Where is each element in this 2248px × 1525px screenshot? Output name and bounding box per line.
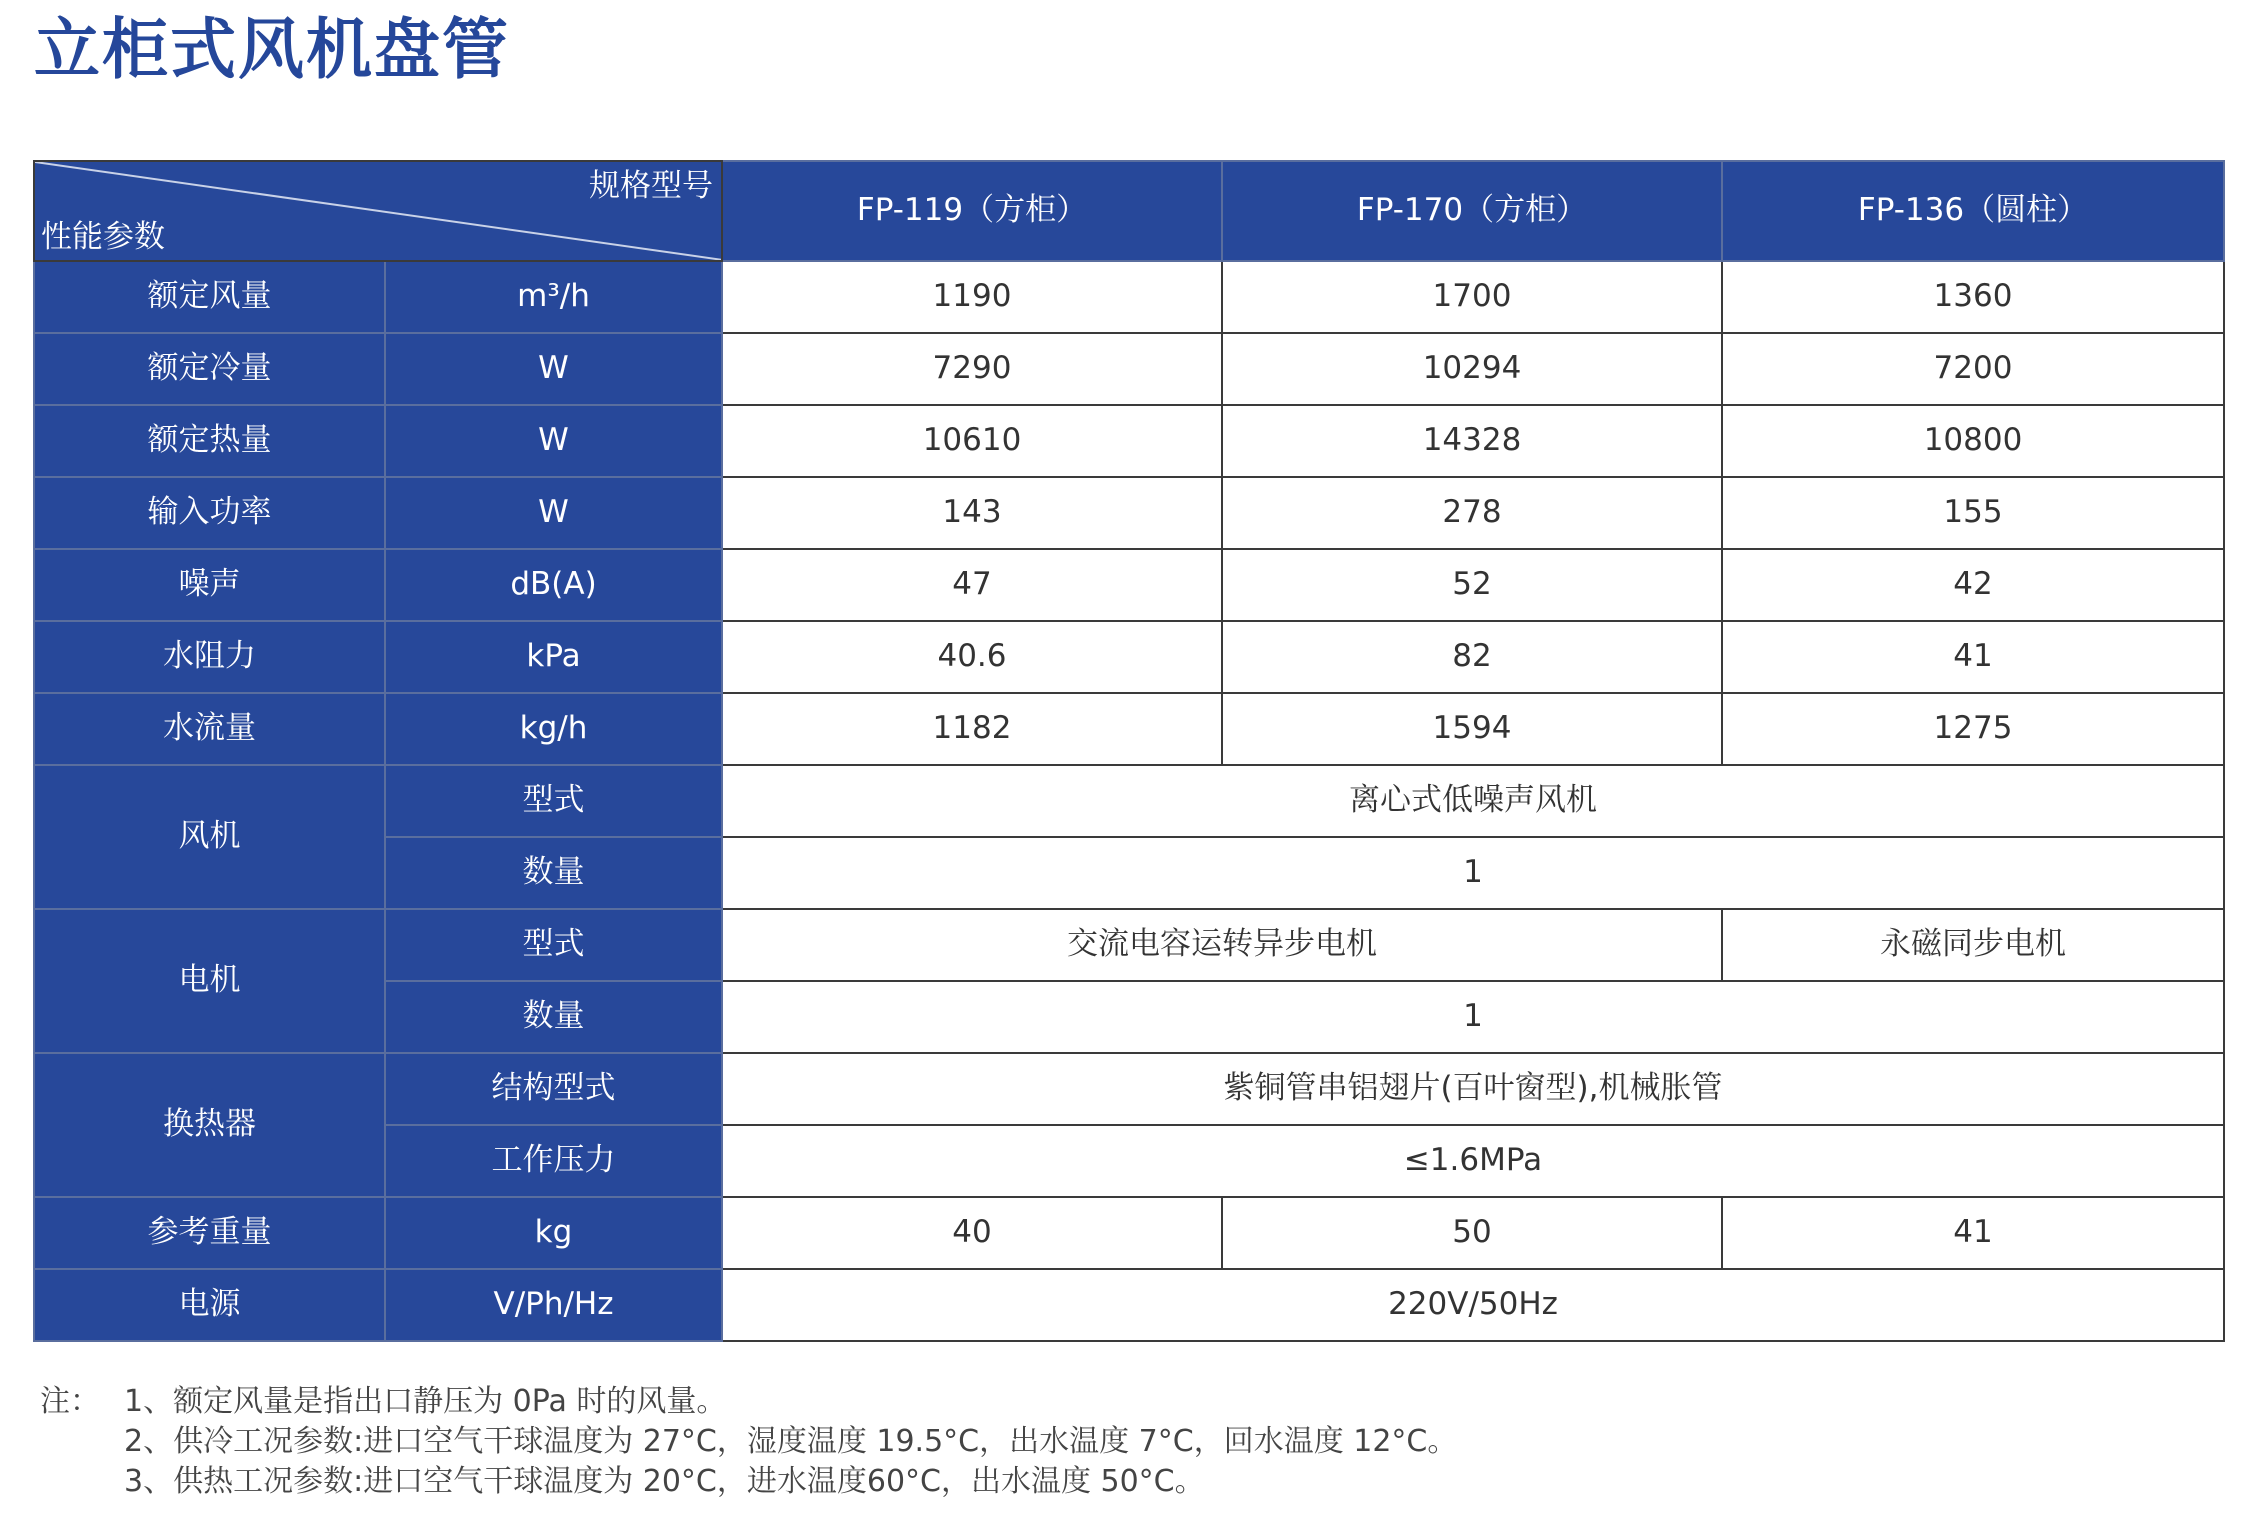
table-row — [34, 477, 2224, 549]
value-cell: 82 — [1222, 621, 1722, 693]
param-label: 额定热量 — [34, 405, 385, 477]
unit-label: kg — [385, 1197, 722, 1269]
corner-label-spec: 规格型号 — [589, 168, 713, 204]
merged-value-cell: 1 — [722, 981, 2224, 1053]
table-row — [34, 693, 2224, 765]
value-cell: 52 — [1222, 549, 1722, 621]
sub-label: 结构型式 — [385, 1053, 722, 1125]
table-row — [34, 549, 2224, 621]
value-cell: 7290 — [722, 333, 1222, 405]
param-label-motor: 电机 — [34, 909, 385, 1053]
merged-value-cell: 紫铜管串铝翅片(百叶窗型),机械胀管 — [722, 1053, 2224, 1125]
param-label: 水流量 — [34, 693, 385, 765]
unit-label: W — [385, 333, 722, 405]
sub-label: 数量 — [385, 981, 722, 1053]
merged-value-cell: 220V/50Hz — [722, 1269, 2224, 1341]
unit-label: W — [385, 405, 722, 477]
table-row — [34, 261, 2224, 333]
sub-label: 数量 — [385, 837, 722, 909]
table-row — [34, 621, 2224, 693]
sub-label: 型式 — [385, 765, 722, 837]
merged-value-cell: 交流电容运转异步电机 — [722, 909, 1722, 981]
note-item — [40, 1462, 1457, 1502]
value-cell: 1360 — [1722, 261, 2224, 333]
merged-value-cell: 离心式低噪声风机 — [722, 765, 2224, 837]
unit-label: kPa — [385, 621, 722, 693]
table-row-exchanger-struct — [34, 1053, 2224, 1125]
table-row-weight — [34, 1197, 2224, 1269]
value-cell: 47 — [722, 549, 1222, 621]
value-cell: 41 — [1722, 1197, 2224, 1269]
value-cell: 1182 — [722, 693, 1222, 765]
table-row-fan-type — [34, 765, 2224, 837]
unit-label: kg/h — [385, 693, 722, 765]
value-cell: 143 — [722, 477, 1222, 549]
value-cell: 1594 — [1222, 693, 1722, 765]
param-label: 额定风量 — [34, 261, 385, 333]
merged-value-cell: 1 — [722, 837, 2224, 909]
note-text: 2、供冷工况参数:进口空气干球温度为 27°C，湿度温度 19.5°C，出水温度 7°C，回水温度 12°C。 — [124, 1424, 1458, 1459]
model-header-3: FP-136（圆柱） — [1722, 161, 2224, 261]
value-cell: 1700 — [1222, 261, 1722, 333]
value-cell: 1275 — [1722, 693, 2224, 765]
value-cell: 7200 — [1722, 333, 2224, 405]
sub-label: 工作压力 — [385, 1125, 722, 1197]
unit-label: W — [385, 477, 722, 549]
note-text: 1、额定风量是指出口静压为 0Pa 时的风量。 — [124, 1384, 727, 1419]
value-cell: 14328 — [1222, 405, 1722, 477]
value-cell: 50 — [1222, 1197, 1722, 1269]
table-header-row — [34, 161, 2224, 261]
value-cell: 1190 — [722, 261, 1222, 333]
value-cell: 40 — [722, 1197, 1222, 1269]
param-label: 额定冷量 — [34, 333, 385, 405]
notes-label: 注： — [40, 1384, 100, 1419]
value-cell: 40.6 — [722, 621, 1222, 693]
value-cell: 41 — [1722, 621, 2224, 693]
note-item — [40, 1422, 1457, 1462]
model-header-2: FP-170（方柜） — [1222, 161, 1722, 261]
param-label: 噪声 — [34, 549, 385, 621]
unit-label: m³/h — [385, 261, 722, 333]
table-row — [34, 333, 2224, 405]
notes-section — [40, 1382, 1457, 1502]
unit-label: V/Ph/Hz — [385, 1269, 722, 1341]
model-header-1: FP-119（方柜） — [722, 161, 1222, 261]
table-row-power — [34, 1269, 2224, 1341]
param-label: 输入功率 — [34, 477, 385, 549]
value-cell: 永磁同步电机 — [1722, 909, 2224, 981]
table-row-motor-type — [34, 909, 2224, 981]
spec-table — [33, 160, 2225, 1342]
value-cell: 10294 — [1222, 333, 1722, 405]
corner-cell — [34, 161, 722, 261]
value-cell: 155 — [1722, 477, 2224, 549]
param-label-exchanger: 换热器 — [34, 1053, 385, 1197]
sub-label: 型式 — [385, 909, 722, 981]
unit-label: dB(A) — [385, 549, 722, 621]
value-cell: 278 — [1222, 477, 1722, 549]
page-title: 立柜式风机盘管 — [34, 11, 510, 88]
merged-value-cell: ≤1.6MPa — [722, 1125, 2224, 1197]
note-text: 3、供热工况参数:进口空气干球温度为 20°C，进水温度60°C，出水温度 50°C。 — [124, 1464, 1205, 1499]
param-label: 电源 — [34, 1269, 385, 1341]
param-label-fan: 风机 — [34, 765, 385, 909]
value-cell: 10610 — [722, 405, 1222, 477]
param-label: 参考重量 — [34, 1197, 385, 1269]
corner-label-param: 性能参数 — [41, 218, 165, 255]
table-row — [34, 405, 2224, 477]
value-cell: 10800 — [1722, 405, 2224, 477]
param-label: 水阻力 — [34, 621, 385, 693]
note-item — [40, 1382, 1457, 1422]
value-cell: 42 — [1722, 549, 2224, 621]
